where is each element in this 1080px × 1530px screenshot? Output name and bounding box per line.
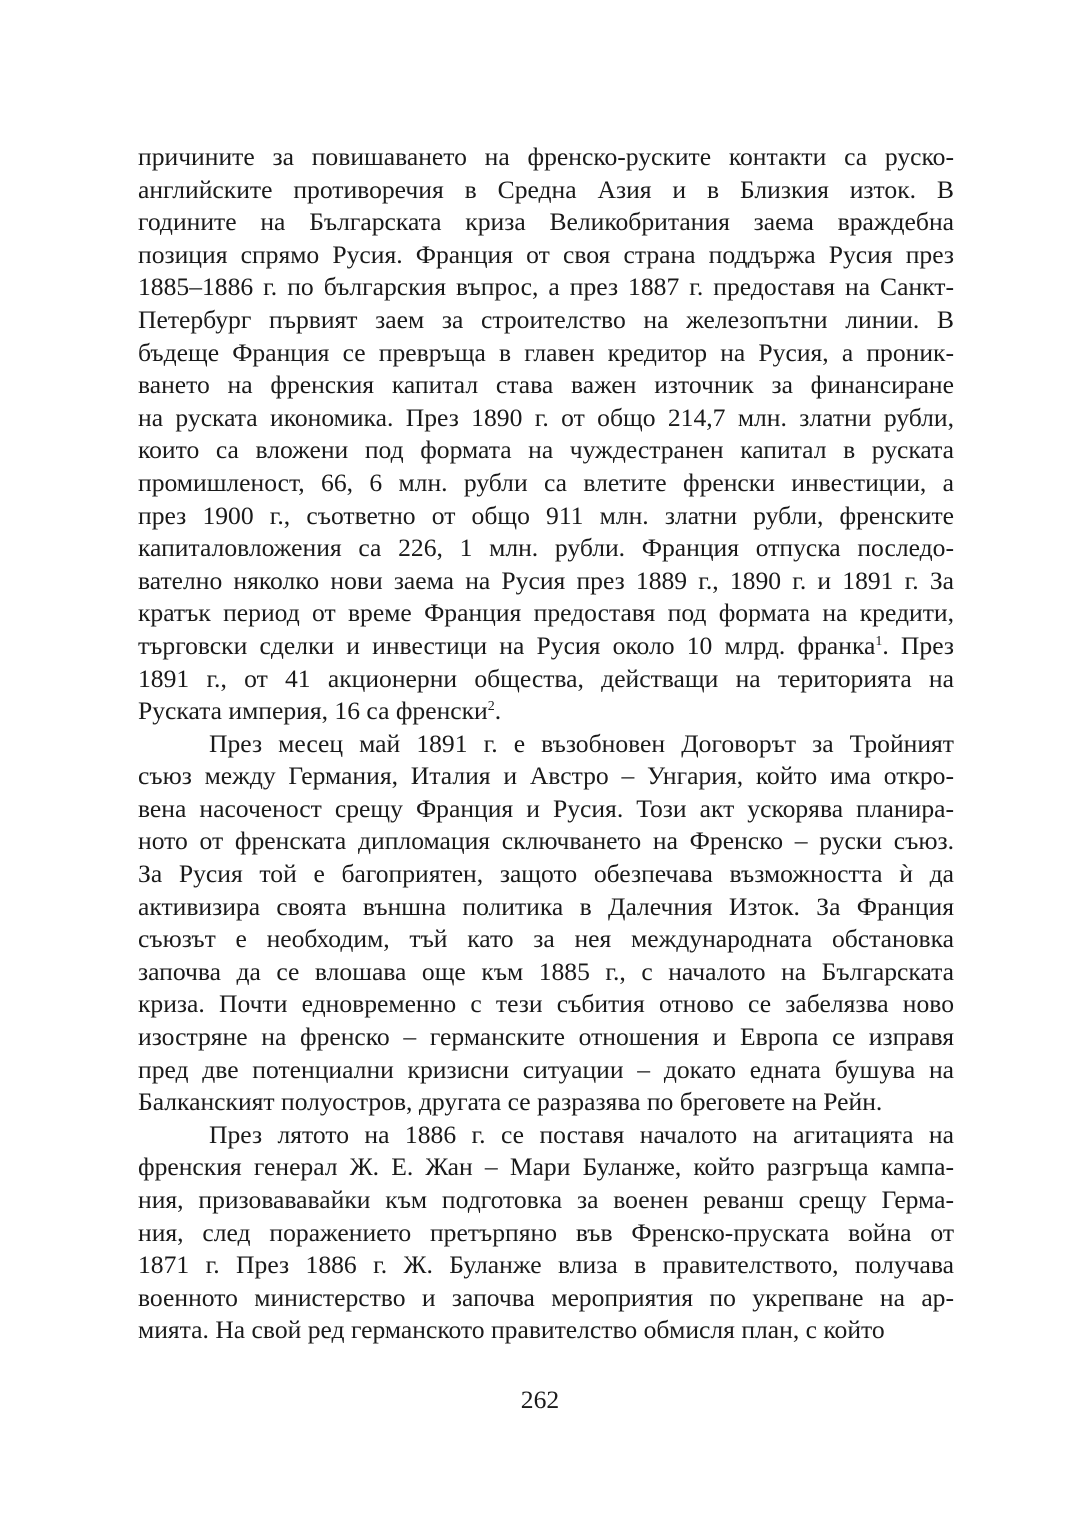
text-line: мията. На свой ред германското правителство обмисля план, с който <box>138 1315 885 1345</box>
text-line: позиция спрямо Русия. Франция от своя страна поддържа Русия през <box>138 239 954 269</box>
text-line: Балканският полуостров, другата се разразява по бреговете на Рейн. <box>138 1087 883 1117</box>
text-line: вателно няколко нови заема на Русия през 1889 г., 1890 г. и 1891 г. За <box>138 565 954 595</box>
text-line: пред две потенциални кризисни ситуации – докато едната бушува на <box>138 1054 954 1084</box>
page-number: 262 <box>520 1385 560 1414</box>
text-line: кратък период от време Франция предоставя под формата на кредити, <box>138 598 954 628</box>
text-line: вена насоченост срещу Франция и Русия. Този акт ускорява планира- <box>138 793 954 823</box>
text-line: капиталовложения са 226, 1 млн. рубли. Франция отпуска последо- <box>138 533 954 563</box>
text-line: ния, след поражението претърпяно във Френско-пруската война от <box>138 1217 954 1247</box>
text-line: започва да се влошава още към 1885 г., с началото на Българската <box>138 956 954 986</box>
text-line: ното от френската дипломация сключването на Френско – руски съюз. <box>138 826 954 856</box>
text-line <box>138 630 954 663</box>
text-line: съюзът е необходим, тъй като за нея международната обстановка <box>138 924 954 954</box>
text-line: 1885–1886 г. по българския въпрос, а през 1887 г. предоставя на Санкт- <box>138 272 954 302</box>
text-line: изостряне на френско – германските отношения и Европа се изправя <box>138 1022 954 1052</box>
paragraph <box>138 141 954 728</box>
text-line: През месец май 1891 г. е възобновен Договорът за Тройният <box>209 728 954 758</box>
text-segment: Руската империя, 16 са френски <box>138 696 488 726</box>
text-line: криза. Почти едновременно с тези събития отново се забелязва ново <box>138 989 954 1019</box>
text-line: 1871 г. През 1886 г. Ж. Буланже влиза в правителството, получава <box>138 1250 954 1280</box>
text-line: причините за повишаването на френско-руските контакти са руско- <box>138 142 954 171</box>
text-line: на руската икономика. През 1890 г. от общо 214,7 млн. златни рубли, <box>138 402 954 432</box>
text-segment: . През <box>882 630 954 660</box>
text-line: английските противоречия в Средна Азия и в Близкия изток. В <box>138 174 954 204</box>
text-segment: търговски сделки и инвестици на Русия около 10 млрд. франка <box>138 630 876 660</box>
text-line: които са вложени под формата на чуждестранен капитал в руската <box>138 435 954 465</box>
text-line: бъдеще Франция се превръща в главен кредитор на Русия, а проник- <box>138 337 954 367</box>
footnote-ref[interactable]: 2 <box>487 699 495 715</box>
text-line: годините на Българската криза Великобритания заема враждебна <box>138 207 954 237</box>
text-line: Петербург първият заем за строителство на железопътни линии. В <box>138 304 954 334</box>
body-text <box>138 141 954 1347</box>
text-line: 1891 г., от 41 акционерни общества, действащи на територията на <box>138 663 954 693</box>
text-line: През лятото на 1886 г. се поставя началото на агитацията на <box>209 1119 954 1149</box>
text-line: ния, призовававайки към подготовка за военен реванш срещу Герма- <box>138 1185 954 1214</box>
text-line <box>138 695 954 728</box>
footnote-ref[interactable]: 1 <box>875 633 883 649</box>
text-line: промишленост, 66, 6 млн. рубли са влетите френски инвестиции, а <box>138 467 954 497</box>
text-line: френския генерал Ж. Е. Жан – Мари Буланже, който разгръща кампа- <box>138 1152 954 1182</box>
text-segment: . <box>494 696 502 726</box>
text-line: съюз между Германия, Италия и Австро – Унгария, който има откро- <box>138 761 954 791</box>
text-line: през 1900 г., съответно от общо 911 млн. златни рубли, френските <box>138 500 954 530</box>
paragraph <box>138 1119 954 1347</box>
text-line: активизира своята външна политика в Далечния Изток. За Франция <box>138 891 954 921</box>
paragraph <box>138 728 954 1119</box>
text-line: военното министерство и започва мероприятия по укрепване на ар- <box>138 1282 954 1312</box>
text-line: ването на френския капитал става важен източник за финансиране <box>138 370 954 400</box>
text-line: За Русия той е багоприятен, защото обезпечава възможността ѝ да <box>138 859 954 889</box>
